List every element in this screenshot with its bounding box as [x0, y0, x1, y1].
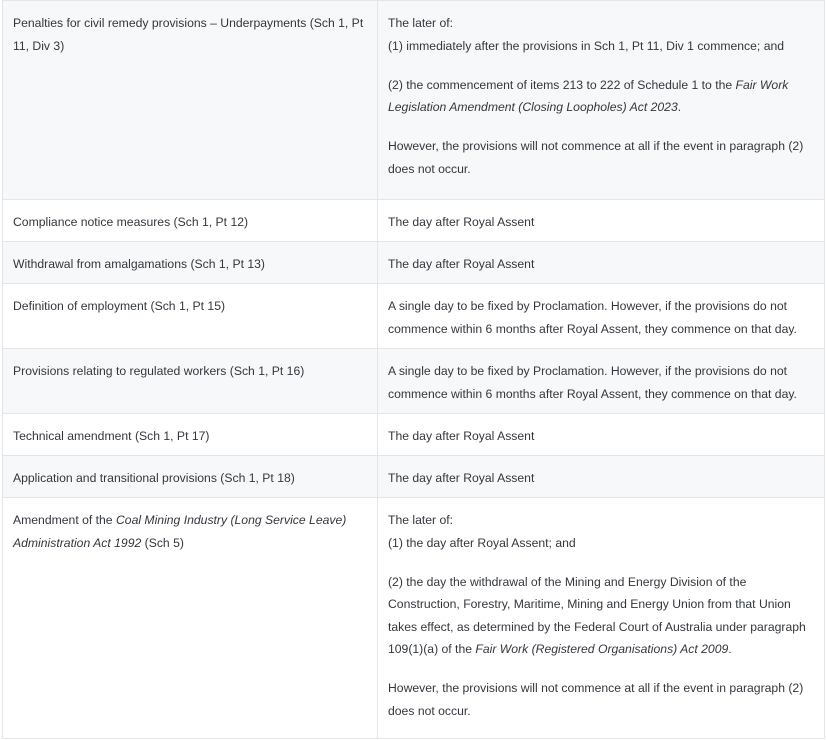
provision-cell — [3, 284, 378, 349]
act-title: Coal Mining Industry (Long Service Leave) Administration Act 1992 — [13, 513, 347, 550]
table-row — [3, 498, 825, 739]
commencement-text: The day after Royal Assent — [388, 257, 535, 271]
act-title: Fair Work Legislation Amendment (Closing Loopholes) Act 2023 — [388, 77, 789, 114]
table-row — [3, 349, 825, 414]
commencement-intro: The later of: — [388, 16, 454, 30]
commencement-cell — [378, 349, 825, 414]
provision-cell — [3, 200, 378, 242]
provision-text — [13, 509, 367, 554]
table-row — [3, 242, 825, 284]
provision-cell — [3, 414, 378, 456]
provision-text: Penalties for civil remedy provisions – Underpayments (Sch 1, Pt 11, Div 3) — [13, 16, 364, 53]
provision-cell — [3, 242, 378, 284]
commencement-note: However, the provisions will not commence at all if the event in paragraph (2) does not occur. — [388, 139, 804, 176]
commencement-cell — [378, 284, 825, 349]
commencement-condition-1: (1) the day after Royal Assent; and — [388, 535, 576, 550]
provision-cell — [3, 498, 378, 739]
table-row — [3, 456, 825, 498]
commencement-condition-1: (1) immediately after the provisions in Sch 1, Pt 11, Div 1 commence; and — [388, 38, 785, 53]
commencement-condition-2 — [388, 74, 814, 119]
provision-text: Application and transitional provisions (Sch 1, Pt 18) — [13, 471, 295, 485]
provision-prefix: Amendment of the — [13, 513, 116, 527]
provision-cell — [3, 1, 378, 200]
commencement-text: The day after Royal Assent — [388, 215, 535, 229]
condition-end: . — [677, 100, 682, 114]
commencement-text: A single day to be fixed by Proclamation. However, if the provisions do not commence within 6 months after Royal Assent, they commence on that day. — [388, 299, 797, 336]
provision-suffix: (Sch 5) — [141, 535, 184, 550]
commencement-text: A single day to be fixed by Proclamation. However, if the provisions do not commence within 6 months after Royal Assent, they commence on that day. — [388, 364, 797, 401]
act-title: Fair Work (Registered Organisations) Act 2009 — [475, 642, 729, 656]
commencement-cell — [378, 498, 825, 739]
commencement-cell — [378, 414, 825, 456]
commencement-cell — [378, 242, 825, 284]
commencement-cell — [378, 1, 825, 200]
commencement-cell — [378, 456, 825, 498]
provision-cell — [3, 349, 378, 414]
condition-end: . — [728, 642, 732, 656]
provision-cell — [3, 456, 378, 498]
commencement-table — [2, 0, 825, 739]
provision-text: Compliance notice measures (Sch 1, Pt 12) — [13, 215, 249, 229]
commencement-cell — [378, 200, 825, 242]
condition-text: (2) the day the withdrawal of the Mining and Energy Division of the Construction, Forestry, Maritime, Mining and Energy Union from that Union takes effect, as determined by the Federal Court of Australia under paragraph 109(1)(a) of the — [388, 574, 806, 656]
table-row — [3, 1, 825, 200]
commencement-note: However, the provisions will not commence at all if the event in paragraph (2) does not occur. — [388, 681, 804, 718]
commencement-text: The day after Royal Assent — [388, 471, 535, 485]
provision-text: Technical amendment (Sch 1, Pt 17) — [13, 429, 210, 443]
commencement-condition-2 — [388, 571, 814, 661]
commencement-intro: The later of: — [388, 513, 454, 527]
table-row — [3, 284, 825, 349]
condition-text: (2) the commencement of items 213 to 222 of Schedule 1 to the — [388, 77, 736, 92]
table-row — [3, 414, 825, 456]
provision-text: Definition of employment (Sch 1, Pt 15) — [13, 299, 226, 313]
provision-text: Withdrawal from amalgamations (Sch 1, Pt 13) — [13, 257, 265, 271]
table-row — [3, 200, 825, 242]
commencement-text: The day after Royal Assent — [388, 429, 535, 443]
provision-text: Provisions relating to regulated workers (Sch 1, Pt 16) — [13, 364, 305, 378]
